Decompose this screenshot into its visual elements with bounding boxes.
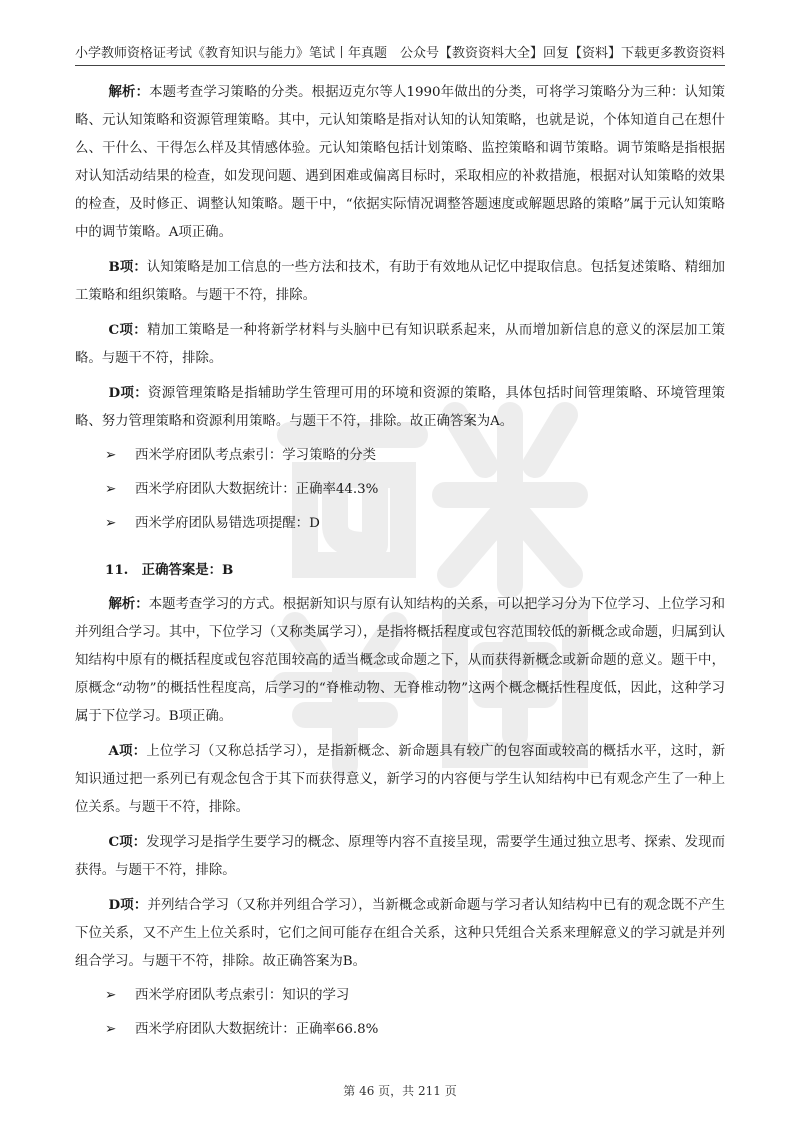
q10-option-d: D项：资源管理策略是指辅助学生管理可用的环境和资源的策略，具体包括时间管理策略、环境管理策略、努力管理策略和资源利用策略。与题干不符，排除。故正确答案为A。	[75, 385, 725, 429]
q11-analysis: 解析：本题考查学习的方式。根据新知识与原有认知结构的关系，可以把学习分为下位学习、上位学习和并列组合学习。其中，下位学习（又称类属学习），是指将概括程度或包容范围较低的新概念或命题，归属到认知结构中原有的概括程度或包容范围较高的适当概念或命题之下，从而获得新概念或新命题的意义。题干中，原概念“动物”的概括性程度高，后学习的“脊椎动物、无脊椎动物”这两个概念概括性程度低，因此，这种学习属于下位学习。B项正确。	[75, 596, 726, 724]
q10-option-b: B项：认知策略是加工信息的一些方法和技术，有助于有效地从记忆中提取信息。包括复述策略、精细加工策略和组织策略。与题干不符，排除。	[75, 259, 725, 303]
header-left-title: 小学教师资格证考试《教育知识与能力》笔试丨年真题	[75, 46, 388, 61]
arrow-bullet-icon: ➢	[105, 516, 117, 531]
arrow-bullet-icon: ➢	[105, 988, 117, 1003]
arrow-bullet-icon: ➢	[105, 448, 117, 463]
page-content	[75, 78, 725, 1050]
page-number: 第 46 页，共 211 页	[343, 1084, 457, 1098]
arrow-bullet-icon: ➢	[105, 1022, 117, 1037]
q10-bullet-accuracy: ➢ 西米学府团队大数据统计：正确率44.3%	[75, 476, 725, 504]
q11-option-a: A项：上位学习（又称总括学习），是指新概念、新命题具有较广的包容面或较高的概括水平，这时，新知识通过把一系列已有观念包含于其下而获得意义，新学习的内容便与学生认知结构中已有观念产生了一种上位关系。与题干不符，排除。	[75, 743, 726, 815]
q11-option-d: D项：并列结合学习（又称并列组合学习），当新概念或新命题与学习者认知结构中已有的观念既不产生下位关系，又不产生上位关系时，它们之间可能存在组合关系，这种只凭组合关系来理解意义的学习就是并列组合学习。与题干不符，排除。故正确答案为B。	[75, 897, 725, 969]
header-right-promo: 公众号【教资资料大全】回复【资料】下载更多教资资料	[399, 46, 725, 61]
q11-answer: 11. 正确答案是：B	[105, 562, 234, 578]
q10-bullet-knowledge-index: ➢ 西米学府团队考点索引：学习策略的分类	[75, 442, 725, 470]
arrow-bullet-icon: ➢	[105, 482, 117, 497]
q10-bullet-error-reminder: ➢ 西米学府团队易错选项提醒：D	[75, 510, 725, 538]
q10-option-c: C项：精加工策略是一种将新学材料与头脑中已有知识联系起来，从而增加新信息的意义的深层加工策略。与题干不符，排除。	[75, 322, 725, 366]
q11-bullet-knowledge-index: ➢ 西米学府团队考点索引：知识的学习	[75, 982, 725, 1010]
q10-analysis: 解析：本题考查学习策略的分类。根据迈克尔等人1990年做出的分类，可将学习策略分为三种：认知策略、元认知策略和资源管理策略。其中，元认知策略是指对认知的认知策略，也就是说，个体知道自己在想什么、干什么、干得怎么样及其情感体验。元认知策略包括计划策略、监控策略和调节策略。调节策略是指根据对认知活动结果的检查，如发现问题、遇到困难或偏离目标时，采取相应的补救措施，根据对认知策略的效果的检查，及时修正、调整认知策略。题干中，“依据实际情况调整答题速度或解题思路的策略”属于元认知策略中的调节策略。A项正确。	[75, 84, 726, 240]
q11-bullet-accuracy: ➢ 西米学府团队大数据统计：正确率66.8%	[75, 1016, 725, 1044]
page-header	[75, 40, 725, 66]
q11-option-c: C项：发现学习是指学生要学习的概念、原理等内容不直接呈现，需要学生通过独立思考、探索、发现而获得。与题干不符，排除。	[75, 834, 725, 878]
